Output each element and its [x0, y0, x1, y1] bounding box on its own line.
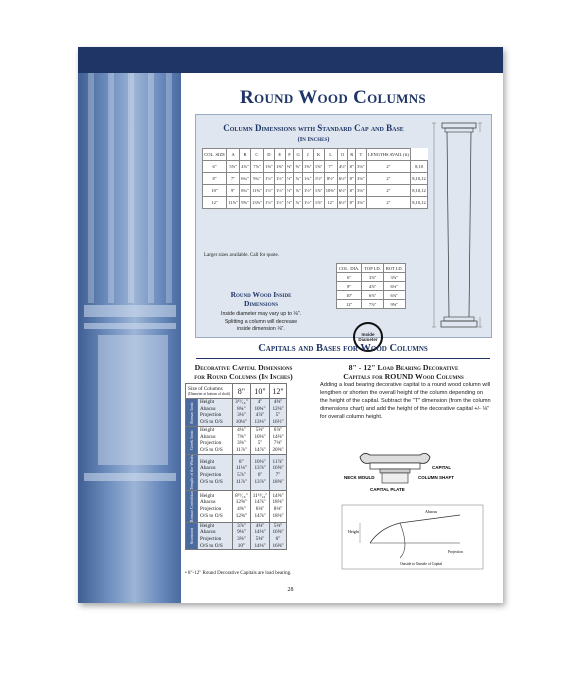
- inside-title-line1: Round Wood Inside: [230, 290, 292, 299]
- dimensions-header-cell: R: [348, 149, 355, 161]
- inside-title-line2: Dimensions: [243, 299, 279, 308]
- capital-group-row: [186, 426, 287, 454]
- capital-style-name: [186, 426, 198, 454]
- dimensions-cell: 2": [366, 197, 410, 209]
- drawing-plinth: [441, 321, 477, 327]
- size-12-header: 12": [270, 384, 286, 399]
- dimensions-cell: 8,10: [411, 161, 428, 173]
- dimensions-header-cell: T: [355, 149, 366, 161]
- capital-value: 18⅝": [272, 478, 284, 485]
- inside-cell: 12": [337, 300, 362, 309]
- dimensions-cell: 3⅛": [355, 173, 366, 185]
- dimensions-cell: ⅞": [294, 185, 303, 197]
- capital-value: 11⅞": [272, 458, 284, 465]
- page-title: Round Wood Columns: [240, 87, 426, 108]
- capital-plate-shape: [370, 463, 420, 469]
- dimensions-title: [206, 123, 421, 145]
- dimensions-cell: ½": [285, 173, 294, 185]
- inside-dimensions-table: [336, 263, 406, 309]
- dimensions-cell: 1½": [302, 197, 313, 209]
- dimensions-cell: 1⅝": [302, 161, 313, 173]
- dimensions-cell: 8": [203, 173, 227, 185]
- rail: [84, 473, 176, 481]
- dimensions-cell: ½": [285, 185, 294, 197]
- capital-value: 16⅝": [272, 542, 284, 549]
- dimensions-body: [203, 161, 428, 209]
- inside-cell: 4⅞": [362, 282, 383, 291]
- capital-value: 5⅞": [237, 472, 246, 479]
- inside-cell: 8": [337, 282, 362, 291]
- capital-value: 8": [239, 458, 244, 465]
- capital-values-c12: [270, 490, 286, 522]
- inside-title: [206, 290, 316, 308]
- drawing-shaft: [447, 132, 471, 317]
- inside-cell: 6⅞": [362, 291, 383, 300]
- capital-values-c8: [233, 399, 251, 427]
- capital-measure-label: Abacus: [200, 529, 216, 536]
- dimensions-cell: 1½": [313, 173, 324, 185]
- dimensions-cell: 10⅜": [324, 185, 337, 197]
- inside-header-cell: COL. DIA.: [337, 264, 362, 273]
- dimensions-header-cell: COL. SIZE: [203, 149, 227, 161]
- dimensions-cell: 7": [324, 161, 337, 173]
- flute: [166, 73, 172, 303]
- capital-value: 4⅝": [237, 506, 246, 513]
- capital-value: 13⅞": [254, 478, 266, 485]
- capital-measure-label: Abacus: [200, 405, 216, 412]
- dimensions-cell: 10": [203, 185, 227, 197]
- dimensions-row: [203, 197, 428, 209]
- dimensions-cell: 8½": [324, 173, 337, 185]
- dimensions-header-cell: A: [227, 149, 240, 161]
- decorative-title: [181, 363, 306, 381]
- dimensions-cell: 7": [227, 173, 240, 185]
- capital-values-c10: [250, 399, 270, 427]
- capital-note: • 8"-12" Round Decorative Capitals are load bearing.: [185, 571, 292, 576]
- capital-group-row: [186, 399, 287, 427]
- capital-measure-label: O/S to O/S: [200, 542, 223, 549]
- column-shaft-label: COLUMN SHAFT: [418, 475, 454, 480]
- capital-value: 3⅞": [237, 522, 246, 529]
- inside-cell: 9⅝": [383, 300, 405, 309]
- inside-text-line: inside dimension ⅛".: [237, 326, 285, 332]
- decorative-title-line2: for Round Columns (In Inches): [194, 372, 293, 381]
- dimensions-cell: 9": [227, 185, 240, 197]
- drawing-frame: [342, 505, 483, 569]
- capital-value: 8¾": [237, 405, 246, 412]
- dimensions-cell: 1¾": [302, 173, 313, 185]
- dimensions-row: [203, 185, 428, 197]
- baluster: [98, 335, 168, 465]
- dimensions-cell: 1½": [274, 173, 285, 185]
- drawing-cap-neck: [445, 128, 473, 132]
- dimensions-cell: ½": [285, 197, 294, 209]
- size-sub: (Diameter at bottom of shaft): [188, 392, 231, 396]
- inside-header-cell: BOT I.D.: [383, 264, 405, 273]
- neck-mould-shape: [380, 469, 410, 473]
- capital-values-c8: [233, 426, 251, 454]
- capital-measure-label: O/S to O/S: [200, 478, 223, 485]
- capital-group-row: [186, 522, 287, 550]
- outside-label: Outside to Outside of Capital: [400, 562, 443, 566]
- capital-measure-label: Height: [200, 522, 215, 529]
- capital-value: 18⅜": [272, 499, 284, 506]
- capital-value: 5⅝": [255, 536, 265, 543]
- drawing-base-torus: [444, 317, 474, 321]
- dimensions-cell: 1⅝": [313, 161, 324, 173]
- dimensions-cell: 8,10,12: [411, 197, 428, 209]
- capital-measure-label: Height: [200, 426, 215, 433]
- capital-value: 4": [257, 399, 263, 405]
- dimensions-header-cell: L: [324, 149, 337, 161]
- dimensions-cell: 1⅞": [313, 185, 324, 197]
- capital-measure-label: O/S to O/S: [200, 419, 223, 426]
- flute: [148, 73, 154, 303]
- capital-value: 6⅞": [273, 426, 283, 433]
- inside-cell: 7⅞": [362, 300, 383, 309]
- capital-value: 13⅛": [254, 419, 266, 426]
- dimensions-cell: 1½": [274, 197, 285, 209]
- dimensions-header-cell: D: [263, 149, 274, 161]
- capital-measure-label: Height: [200, 492, 215, 499]
- dimensions-cell: ⅞": [294, 197, 303, 209]
- capital-assembly-drawing: [340, 449, 480, 507]
- header-bar: [78, 47, 503, 73]
- capital-style-label: Roman Corinthian: [189, 490, 194, 522]
- capital-value: 4⅛": [237, 426, 246, 433]
- dimensions-cell: 8": [348, 197, 355, 209]
- capital-values-c12: [270, 426, 286, 454]
- capital-value: 3¹⁵⁄₁₆": [235, 399, 248, 405]
- capital-labels: [198, 426, 233, 454]
- capital-value: 12⅝": [235, 499, 247, 506]
- dimensions-cell: 4½": [337, 161, 348, 173]
- dimensions-cell: 2": [366, 185, 410, 197]
- dimensions-header-cell: G: [294, 149, 303, 161]
- dimensions-cell: 13⅞": [250, 197, 263, 209]
- inside-cell: 6⅛": [383, 282, 405, 291]
- capital-labels: [198, 522, 233, 550]
- capital-measure-label: Projection: [200, 412, 222, 419]
- capital-style-name: [186, 399, 198, 427]
- capital-labels: [198, 399, 233, 427]
- dimensions-cell: 3⅛": [355, 185, 366, 197]
- dimensions-header-cell: C: [250, 149, 263, 161]
- dimensions-note: Larger sizes available. Call for quote.: [204, 253, 280, 258]
- dimensions-title-line2: (In Inches): [297, 136, 330, 143]
- page-number: 28: [287, 587, 294, 593]
- dimensions-cell: 11⅝": [250, 185, 263, 197]
- capital-style-name: [186, 454, 198, 490]
- neck-mould-label: NECK MOULD: [344, 475, 375, 480]
- capital-measure-label: Projection: [200, 506, 222, 513]
- capital-measure-label: O/S to O/S: [200, 446, 223, 453]
- capital-plate-label: CAPITAL PLATE: [370, 487, 405, 492]
- capital-header-row: [186, 384, 287, 399]
- load-bearing-title-line2: Capitals for ROUND Wood Columns: [343, 372, 464, 381]
- catalog-page: [78, 47, 503, 603]
- dimensions-cell: 9¾": [250, 173, 263, 185]
- size-8-header: 8": [233, 384, 251, 399]
- capital-value: 5⅛": [273, 522, 283, 529]
- dimensions-header-cell: E: [274, 149, 285, 161]
- inside-header-cell: TOP I.D.: [362, 264, 383, 273]
- capital-measure-label: Height: [200, 458, 215, 465]
- capital-value: 3⅛": [237, 412, 246, 419]
- inside-row: [337, 273, 406, 282]
- dimensions-cell: 12": [203, 197, 227, 209]
- capital-measure-label: O/S to O/S: [200, 512, 223, 519]
- capital-measure-label: Height: [200, 399, 215, 405]
- capital-label: CAPITAL: [432, 465, 452, 470]
- capital-values-c10: [250, 490, 270, 522]
- capital-value: 5⅜": [255, 426, 265, 433]
- capital-value: 7⅝": [237, 433, 246, 440]
- capital-value: 14⅜": [272, 433, 284, 440]
- circle-label: Diameter: [358, 337, 378, 342]
- dimensions-cell: 11⅞": [227, 197, 240, 209]
- dimensions-cell: 4⅞": [240, 161, 251, 173]
- capital-value: 16⅝": [272, 529, 284, 536]
- dimensions-cell: 1½": [263, 173, 274, 185]
- dimensions-cell: 8¾": [240, 185, 251, 197]
- decorative-title-line1: Decorative Capital Dimensions: [194, 363, 293, 372]
- capital-value: 10": [237, 542, 246, 549]
- abacus-label: Abacus: [425, 509, 437, 514]
- inside-body: [337, 273, 406, 309]
- capital-value: 11⅞": [235, 446, 247, 453]
- capital-value: 14⅛": [254, 542, 266, 549]
- capital-value: 4⅝": [273, 399, 283, 405]
- column-base-molding: [84, 323, 176, 329]
- dimensions-table: [202, 148, 428, 209]
- dimensions-cell: 2": [366, 173, 410, 185]
- inside-row: [337, 291, 406, 300]
- dimensions-header-cell: O: [337, 149, 348, 161]
- capital-value: 10¾": [254, 405, 266, 412]
- circle-label: Inside: [361, 332, 375, 337]
- capital-body: [186, 399, 287, 550]
- capital-value: 9⅛": [237, 529, 246, 536]
- capital-labels: [198, 454, 233, 490]
- dimensions-cell: 6": [203, 161, 227, 173]
- capital-style-label: Scamozzi: [189, 527, 194, 545]
- capital-projection-drawing: [340, 503, 485, 573]
- capital-value: 14⅝": [272, 492, 284, 499]
- column-shaft-shape: [382, 473, 408, 483]
- capital-values-c8: [233, 454, 251, 490]
- load-bearing-text: Adding a load bearing decorative capital to a round wood column will lengthen or shorten the overall height of the column depending on the height of the capital. Subtract the "T" dimension (from the column dimensions chart) and add the height of the decorative capital +/- ⅛" for overall column height.: [320, 382, 491, 420]
- capital-style-name: [186, 522, 198, 550]
- capital-style-label: Temple of the Winds: [189, 454, 194, 490]
- capital-values-c12: [270, 522, 286, 550]
- section-divider: [196, 358, 490, 359]
- inside-cell: 3⅞": [383, 273, 405, 282]
- capital-value: 8¹⁵⁄₁₆": [235, 492, 248, 499]
- capital-value: 14⅛": [254, 529, 266, 536]
- dimensions-cell: 8": [348, 161, 355, 173]
- capital-dimensions-table: [185, 383, 287, 550]
- capital-value: 7⅛": [273, 440, 283, 447]
- size-10-header: 10": [250, 384, 270, 399]
- capital-values-c8: [233, 522, 251, 550]
- capital-value: 7": [275, 472, 281, 479]
- capital-value: 20⅝": [272, 446, 284, 453]
- dimensions-header-cell: K: [313, 149, 324, 161]
- load-bearing-title-line1: 8" - 12" Load Bearing Decorative: [348, 363, 459, 372]
- capitals-section-title: Capitals and Bases for Wood Columns: [258, 343, 428, 354]
- capital-value: 10⅛": [254, 458, 266, 465]
- dimensions-cell: 5⅞": [227, 161, 240, 173]
- flute: [108, 73, 114, 303]
- load-bearing-title: [316, 363, 491, 381]
- capital-value: 10⅛": [254, 433, 266, 440]
- dimensions-header-cell: LENGTHS AVAIL (ft): [366, 149, 410, 161]
- inside-row: [337, 282, 406, 291]
- dimensions-cell: 1⅜": [274, 161, 285, 173]
- inside-row: [337, 300, 406, 309]
- capital-value: 6": [275, 536, 281, 543]
- capital-values-c12: [270, 454, 286, 490]
- capital-measure-label: Abacus: [200, 465, 216, 472]
- column-photo: [78, 73, 181, 603]
- dimensions-panel: [195, 114, 492, 342]
- capital-value: 18⅜": [272, 512, 284, 519]
- inside-text: [206, 311, 316, 334]
- column-elevation-drawing: [426, 121, 486, 331]
- dimensions-cell: 1½": [274, 185, 285, 197]
- capital-values-c12: [270, 399, 286, 427]
- inside-text-line: Splitting a column will decrease: [224, 318, 298, 325]
- drawing-cap: [442, 123, 476, 128]
- inside-cell: 6": [337, 273, 362, 282]
- capital-value: 16⅝": [272, 465, 284, 472]
- capital-value: 6⅛": [255, 506, 265, 513]
- column-base-molding: [84, 305, 176, 317]
- capital-style-label: Roman Ionic: [189, 401, 194, 424]
- capital-style-name: [186, 490, 198, 522]
- capital-values-c10: [250, 454, 270, 490]
- capital-measure-label: Projection: [200, 472, 222, 479]
- dimensions-cell: 12": [324, 197, 337, 209]
- dimensions-cell: 1⅜": [263, 161, 274, 173]
- dimensions-header-cell: J: [302, 149, 313, 161]
- dimensions-cell: 8": [348, 185, 355, 197]
- capital-values-c10: [250, 522, 270, 550]
- dimensions-row: [203, 173, 428, 185]
- dimensions-title-line1: Column Dimensions with Standard Cap and Base: [223, 123, 404, 133]
- capital-value: 16½": [272, 419, 284, 426]
- inside-cell: 10": [337, 291, 362, 300]
- dimensions-cell: 1½": [263, 185, 274, 197]
- capital-value: 5": [275, 412, 281, 419]
- capital-value: 14⅞": [254, 512, 266, 519]
- drawing-height-dim: [432, 123, 436, 327]
- capital-measure-label: Abacus: [200, 433, 216, 440]
- capital-value: 5": [257, 440, 263, 447]
- capital-value: 13⅞": [254, 465, 266, 472]
- dimensions-cell: 8,10,12: [411, 173, 428, 185]
- dimensions-cell: ⅜": [285, 161, 294, 173]
- dimensions-cell: 6½": [337, 173, 348, 185]
- capital-group-row: [186, 490, 287, 522]
- capital-group-row: [186, 454, 287, 490]
- dimensions-header-cell: B: [240, 149, 251, 161]
- capital-value: 11⅞": [235, 478, 247, 485]
- capital-value: 14⅞": [254, 499, 266, 506]
- dimensions-cell: 6½": [337, 185, 348, 197]
- height-label: Height: [348, 529, 359, 534]
- flute: [128, 73, 134, 303]
- dimensions-cell: 2": [366, 161, 410, 173]
- dimensions-cell: ⅝": [294, 161, 303, 173]
- capital-value: 12⅜": [272, 405, 284, 412]
- capital-value: 6": [257, 472, 263, 479]
- dimensions-cell: 7⅞": [250, 161, 263, 173]
- capital-style-label: Greek Ionic: [189, 430, 194, 451]
- dimensions-cell: 1½": [302, 185, 313, 197]
- dimensions-cell: ⅞": [294, 173, 303, 185]
- capital-volute-shape: [360, 453, 430, 463]
- capital-value: 11⅛": [235, 465, 247, 472]
- capital-values-c10: [250, 426, 270, 454]
- capital-measure-label: Abacus: [200, 499, 216, 506]
- dimensions-cell: 6½": [337, 197, 348, 209]
- capital-value: 4⅞": [255, 412, 265, 419]
- dimensions-cell: 3⅛": [355, 197, 366, 209]
- inside-text-line: Inside diameter may vary up to ⅛".: [221, 311, 301, 317]
- capital-measure-label: Projection: [200, 440, 222, 447]
- drawing-dim: [478, 123, 482, 327]
- capital-measure-label: Projection: [200, 536, 222, 543]
- inside-cell: 6⅞": [383, 291, 405, 300]
- dimensions-cell: 9⅝": [240, 197, 251, 209]
- inside-header-row: [337, 264, 406, 273]
- flute: [88, 73, 94, 303]
- capital-value: 8⅛": [273, 506, 283, 513]
- dimensions-cell: 1½": [263, 197, 274, 209]
- capital-value: 3⅜": [237, 440, 246, 447]
- capital-values-c8: [233, 490, 251, 522]
- dimensions-cell: 8": [348, 173, 355, 185]
- dimensions-cell: 6¾": [240, 173, 251, 185]
- capital-value: 3⅜": [237, 536, 246, 543]
- capital-value: 12⅝": [235, 512, 247, 519]
- dimensions-row: [203, 161, 428, 173]
- dimensions-header-cell: F: [285, 149, 294, 161]
- capital-value: 14⅞": [254, 446, 266, 453]
- capital-value: 4⅝": [255, 522, 265, 529]
- projection-label: Projection: [448, 550, 463, 554]
- dimensions-cell: 1⅞": [313, 197, 324, 209]
- size-header: [186, 384, 233, 399]
- inside-cell: 3⅞": [362, 273, 383, 282]
- dimensions-cell: 8,10,12: [411, 185, 428, 197]
- capital-value: 11¹³⁄₁₆": [252, 492, 268, 499]
- capital-value: 10⅛": [235, 419, 247, 426]
- size-label: Size of Columns: [188, 386, 223, 392]
- dimensions-header-row: [203, 149, 428, 161]
- capital-labels: [198, 490, 233, 522]
- dimensions-cell: 3⅛": [355, 161, 366, 173]
